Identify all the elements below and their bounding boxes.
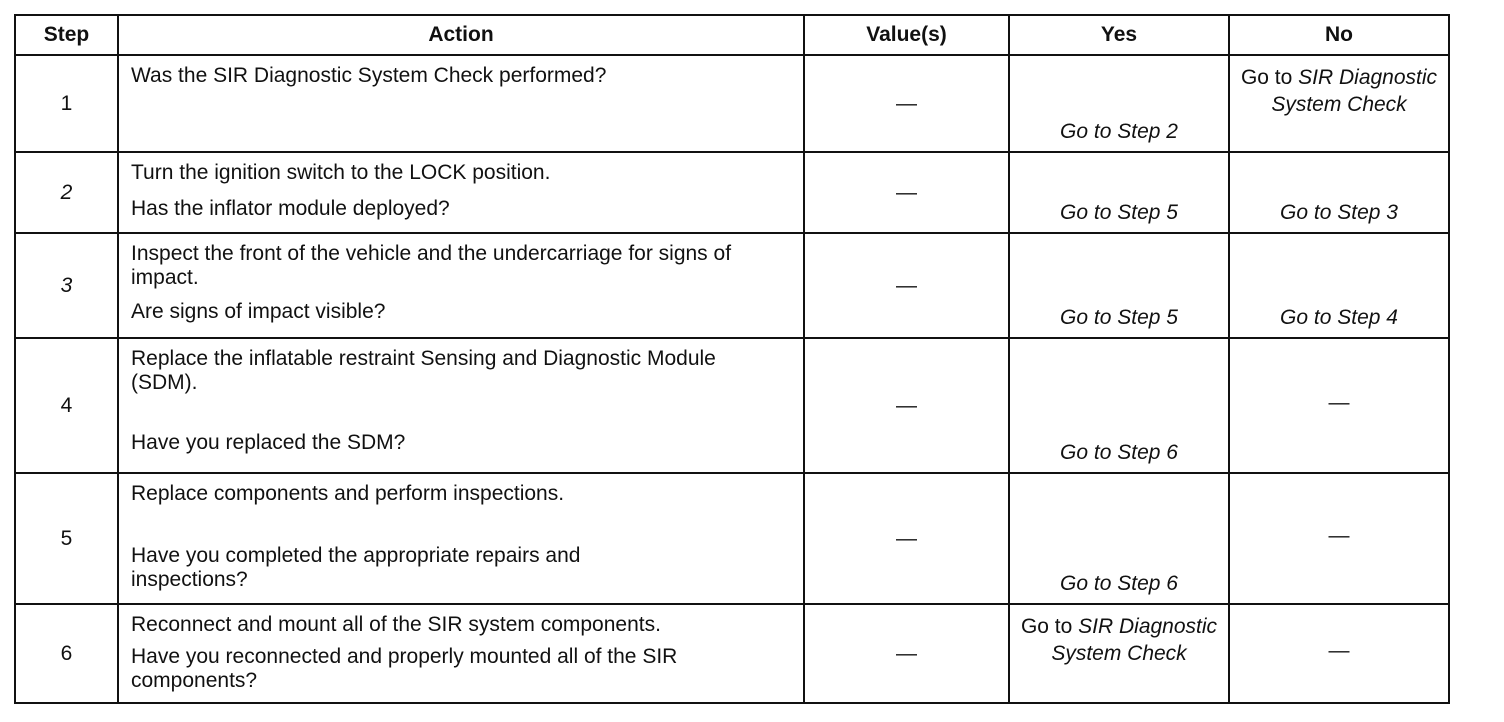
header-yes: Yes (1009, 15, 1229, 55)
no-cell: — (1229, 604, 1449, 703)
table-row (15, 152, 1449, 233)
yes-cell: Go to Step 5 (1009, 233, 1229, 338)
value-cell: — (804, 152, 1009, 233)
value-cell: — (804, 55, 1009, 152)
action-question: Have you reconnected and properly mounted all of the SIR components? (131, 645, 678, 692)
yes-prefix: Go to (1020, 615, 1073, 638)
yes-link: SIR Diagnostic System Check (1051, 615, 1218, 665)
no-cell: — (1229, 473, 1449, 604)
no-cell: — (1229, 338, 1449, 473)
yes-cell: Go to Step 5 (1009, 152, 1229, 233)
step-number: 5 (15, 473, 118, 604)
header-row (15, 15, 1449, 55)
yes-cell (1009, 604, 1229, 703)
action-cell (118, 338, 804, 473)
step-number: 6 (15, 604, 118, 703)
action-cell (118, 55, 804, 152)
action-question: Have you replaced the SDM? (131, 431, 406, 454)
no-prefix: Go to (1240, 66, 1293, 89)
header-no: No (1229, 15, 1449, 55)
yes-cell: Go to Step 6 (1009, 338, 1229, 473)
no-cell: Go to Step 3 (1229, 152, 1449, 233)
action-cell (118, 233, 804, 338)
action-cell (118, 473, 804, 604)
step-number: 4 (15, 338, 118, 473)
action-text: Reconnect and mount all of the SIR system components. (131, 613, 661, 636)
yes-cell: Go to Step 2 (1009, 55, 1229, 152)
action-text: Replace components and perform inspections. (131, 482, 565, 505)
table-row (15, 473, 1449, 604)
action-question: Has the inflator module deployed? (131, 197, 450, 220)
table-row (15, 233, 1449, 338)
action-text: Replace the inflatable restraint Sensing and Diagnostic Module (SDM). (131, 347, 716, 394)
action-question: Have you completed the appropriate repairs and inspections? (131, 544, 581, 591)
value-cell: — (804, 233, 1009, 338)
value-cell: — (804, 473, 1009, 604)
diagnostic-table (14, 14, 1450, 704)
header-action: Action (118, 15, 804, 55)
step-number: 3 (15, 233, 118, 338)
yes-cell: Go to Step 6 (1009, 473, 1229, 604)
no-link: SIR Diagnostic System Check (1271, 66, 1438, 116)
step-number: 2 (15, 152, 118, 233)
step-number: 1 (15, 55, 118, 152)
table-row (15, 338, 1449, 473)
action-cell (118, 604, 804, 703)
table-row (15, 55, 1449, 152)
header-step: Step (15, 15, 118, 55)
value-cell: — (804, 604, 1009, 703)
action-cell (118, 152, 804, 233)
action-text: Inspect the front of the vehicle and the undercarriage for signs of impact. (131, 242, 732, 289)
action-text: Was the SIR Diagnostic System Check performed? (131, 64, 607, 87)
no-cell: Go to Step 4 (1229, 233, 1449, 338)
action-question: Are signs of impact visible? (131, 300, 386, 323)
table-row (15, 604, 1449, 703)
header-values: Value(s) (804, 15, 1009, 55)
action-text: Turn the ignition switch to the LOCK position. (131, 161, 551, 184)
no-cell (1229, 55, 1449, 152)
value-cell: — (804, 338, 1009, 473)
